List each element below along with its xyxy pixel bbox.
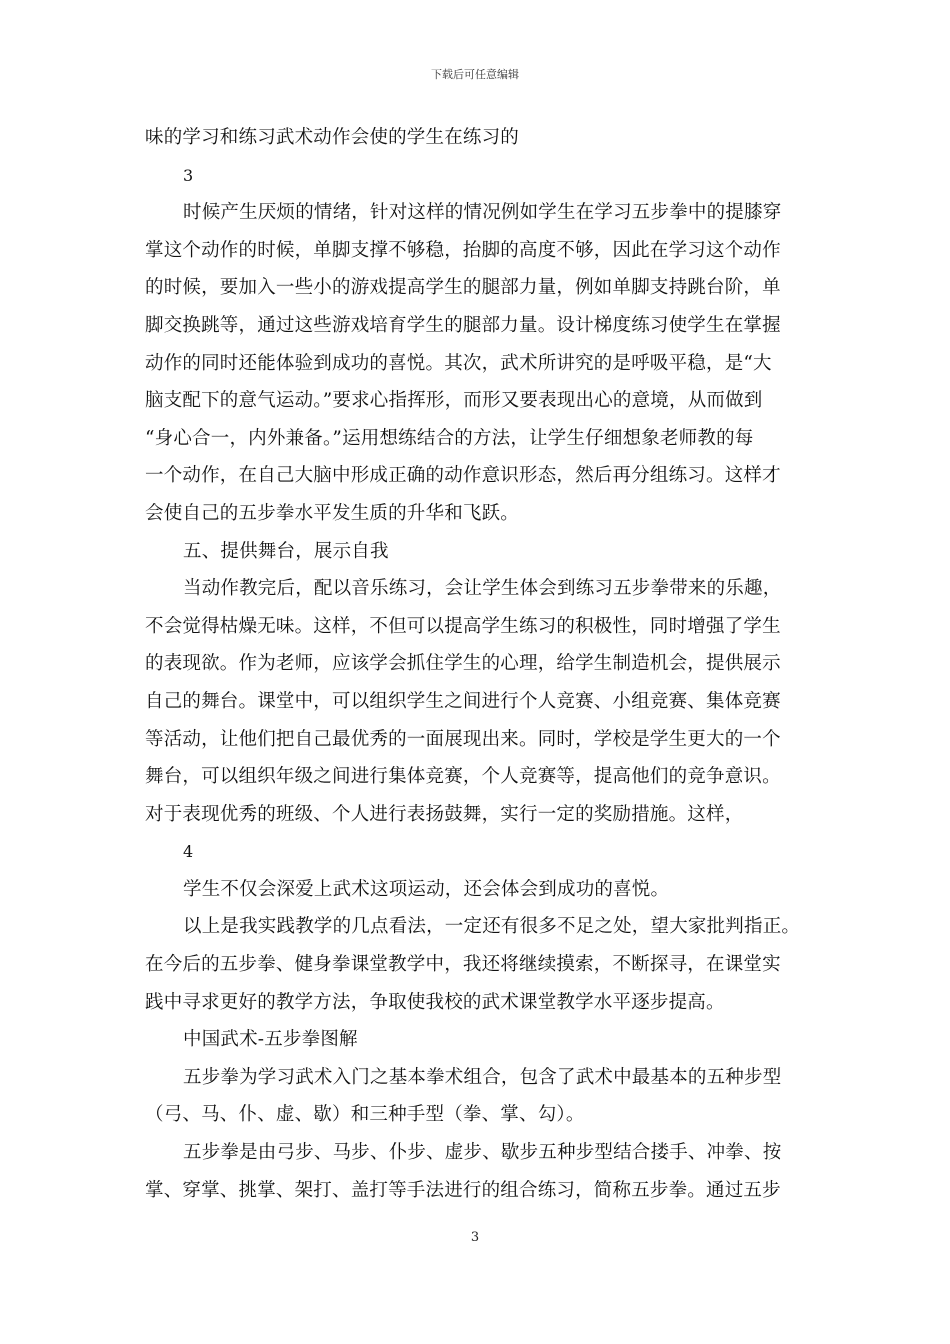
paragraph-line: 在今后的五步拳、健身拳课堂教学中，我还将继续摸索，不断探寻，在课堂实	[145, 954, 781, 976]
paragraph-line: 动作的同时还能体验到成功的喜悦。其次，武术所讲究的是呼吸平稳，是“大	[145, 352, 772, 374]
paragraph-line: 自己的舞台。课堂中，可以组织学生之间进行个人竞赛、小组竞赛、集体竞赛	[145, 690, 781, 712]
paragraph-line: 等活动，让他们把自己最优秀的一面展现出来。同时，学校是学生更大的一个	[145, 728, 781, 750]
inline-page-marker: 4	[183, 842, 194, 862]
paragraph-line: 掌这个动作的时候，单脚支撑不够稳，抬脚的高度不够，因此在学习这个动作	[145, 239, 781, 261]
paragraph-line: 当动作教完后，配以音乐练习，会让学生体会到练习五步拳带来的乐趣，	[183, 578, 782, 600]
paragraph-line: 味的学习和练习武术动作会使的学生在练习的	[145, 127, 520, 148]
paragraph-line: 以上是我实践教学的几点看法，一定还有很多不足之处，望大家批判指正。	[183, 916, 801, 938]
page-header-note: 下载后可任意编辑	[431, 68, 519, 81]
paragraph-line: 脑支配下的意气运动。”要求心指挥形，而形又要表现出心的意境，从而做到	[145, 390, 763, 412]
paragraph-line: 的表现欲。作为老师，应该学会抓住学生的心理，给学生制造机会，提供展示	[145, 653, 781, 675]
inline-page-marker: 3	[183, 165, 194, 185]
section-heading: 中国武术-五步拳图解	[183, 1029, 358, 1051]
paragraph-line: 对于表现优秀的班级、个人进行表扬鼓舞，实行一定的奖励措施。这样，	[145, 803, 744, 825]
paragraph-line: 脚交换跳等，通过这些游戏培育学生的腿部力量。设计梯度练习使学生在掌握	[145, 314, 781, 336]
paragraph-line: 五步拳为学习武术入门之基本拳术组合，包含了武术中最基本的五种步型	[183, 1066, 782, 1088]
paragraph-line: 五步拳是由弓步、马步、仆步、虚步、歇步五种步型结合搂手、冲拳、按	[183, 1142, 782, 1164]
section-heading: 五、提供舞台，展示自我	[183, 540, 389, 562]
paragraph-line: 不会觉得枯燥无味。这样，不但可以提高学生练习的积极性，同时增强了学生	[145, 615, 781, 637]
paragraph-line: 时候产生厌烦的情绪，针对这样的情况例如学生在学习五步拳中的提膝穿	[183, 202, 782, 224]
paragraph-line: “身心合一，内外兼备。”运用想练结合的方法，让学生仔细想象老师教的每	[145, 427, 754, 449]
paragraph-line: 一个动作，在自己大脑中形成正确的动作意识形态，然后再分组练习。这样才	[145, 465, 781, 487]
paragraph-line: 学生不仅会深爱上武术这项运动，还会体会到成功的喜悦。	[183, 878, 670, 900]
paragraph-line: （弓、马、仆、虚、歇）和三种手型（拳、掌、勾）。	[145, 1104, 585, 1126]
paragraph-line: 的时候，要加入一些小的游戏提高学生的腿部力量，例如单脚支持跳台阶，单	[145, 277, 781, 299]
paragraph-line: 会使自己的五步拳水平发生质的升华和飞跃。	[145, 502, 520, 524]
paragraph-line: 掌、穿掌、挑掌、架打、盖打等手法进行的组合练习，简称五步拳。通过五步	[145, 1179, 781, 1201]
document-body	[145, 119, 810, 1209]
paragraph-line: 践中寻求更好的教学方法，争取使我校的武术课堂教学水平逐步提高。	[145, 991, 725, 1013]
paragraph-line: 舞台，可以组织年级之间进行集体竞赛，个人竞赛等，提高他们的竞争意识。	[145, 766, 781, 788]
page-number: 3	[470, 1230, 480, 1245]
